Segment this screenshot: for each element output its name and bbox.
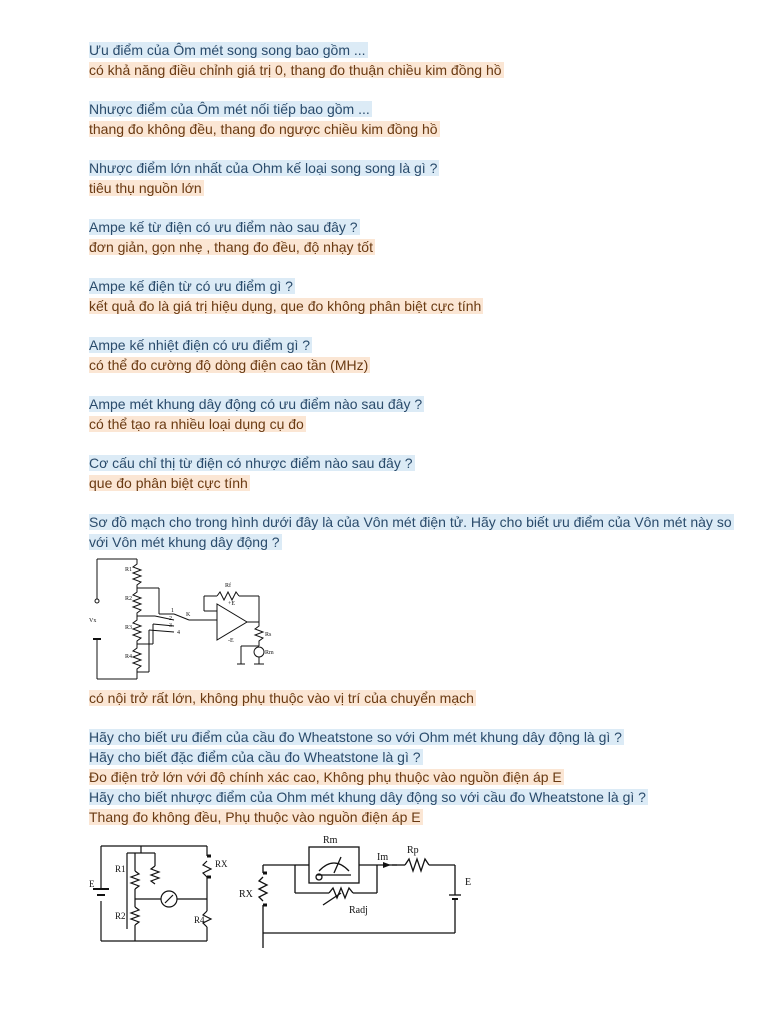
spacer xyxy=(89,80,739,99)
bridge-label-r4: R4 xyxy=(194,915,205,925)
label-r1: R1 xyxy=(125,567,133,573)
document xyxy=(89,40,739,958)
question-line xyxy=(89,40,739,60)
label-vx: Vx xyxy=(89,618,97,624)
answer-line xyxy=(89,296,739,316)
spacer xyxy=(89,434,739,453)
label-r4: R4 xyxy=(125,654,133,660)
ohm-label-rx: RX xyxy=(239,889,253,900)
question-line xyxy=(89,276,739,296)
question-text: Cơ cấu chỉ thị từ điện có nhược điểm nào sau đây ? xyxy=(89,455,413,471)
ohm-label-im: Im xyxy=(377,852,389,863)
question-line xyxy=(89,99,739,119)
ohm-label-radj: Radj xyxy=(349,905,368,916)
answer-line xyxy=(89,473,739,493)
spacer xyxy=(89,375,739,394)
answer-line xyxy=(89,178,739,198)
question-line xyxy=(89,453,739,473)
label-rf: Rf xyxy=(225,583,231,589)
wheatstone-a2: Thang đo không đều, Phụ thuộc vào nguồn điện áp E xyxy=(89,809,421,825)
wheatstone-q2: Hãy cho biết đặc điểm của cầu đo Wheatstone là gì ? xyxy=(89,749,421,765)
question-text: Ưu điểm của Ôm mét song song bao gồm ... xyxy=(89,42,366,58)
voltmeter-circuit-figure xyxy=(89,554,279,684)
figures-row xyxy=(89,833,739,958)
voltmeter-question: Sơ đồ mạch cho trong hình dưới đây là của Vôn mét điện tử. Hãy cho biết ưu điểm của Vôn mét này so với Vôn mét khung dây động ? xyxy=(89,514,732,550)
answer-text: que đo phân biệt cực tính xyxy=(89,475,248,491)
bridge-label-rx: RX xyxy=(215,859,228,869)
answer-text: tiêu thụ nguồn lớn xyxy=(89,180,202,196)
wheatstone-a1: Đo điện trở lớn với độ chính xác cao, Không phụ thuộc vào nguồn điện áp E xyxy=(89,769,562,785)
wheatstone-bridge-figure xyxy=(89,841,234,951)
answer-text: kết quả đo là giá trị hiệu dụng, que đo không phân biệt cực tính xyxy=(89,298,482,314)
label-rm: Rm xyxy=(265,650,274,656)
question-line xyxy=(89,335,739,355)
answer-line xyxy=(89,237,739,257)
question-text: Ampe kế điện từ có ưu điểm gì ? xyxy=(89,278,293,294)
answer-text: có khả năng điều chỉnh giá trị 0, thang đo thuận chiều kim đồng hồ xyxy=(89,62,502,78)
question-text: Nhược điểm lớn nhất của Ohm kế loại song song là gì ? xyxy=(89,160,438,176)
voltmeter-answer: có nội trở rất lớn, không phụ thuộc vào vị trí của chuyển mạch xyxy=(89,690,474,706)
spacer xyxy=(89,708,739,727)
question-line xyxy=(89,394,739,414)
label-r2: R2 xyxy=(125,596,133,602)
spacer xyxy=(89,493,739,512)
spacer xyxy=(89,139,739,158)
spacer xyxy=(89,198,739,217)
spacer xyxy=(89,257,739,276)
ohm-label-e: E xyxy=(465,877,472,888)
label-k: K xyxy=(186,612,191,618)
answer-text: thang đo không đều, thang đo ngược chiều kim đồng hồ xyxy=(89,121,438,137)
answer-line xyxy=(89,414,739,434)
bridge-label-e: E xyxy=(89,879,95,889)
answer-line xyxy=(89,355,739,375)
bridge-label-r1: R1 xyxy=(115,864,126,874)
answer-text: đơn giản, gọn nhẹ , thang đo đều, độ nhạy tốt xyxy=(89,239,373,255)
question-text: Ampe kế nhiệt điện có ưu điểm gì ? xyxy=(89,337,311,353)
wheatstone-q1: Hãy cho biết ưu điểm của cầu đo Wheatstone so với Ohm mét khung dây động là gì ? xyxy=(89,729,622,745)
label-rs: Rs xyxy=(265,632,272,638)
answer-line xyxy=(89,119,739,139)
label-minus-e: -E xyxy=(228,638,234,644)
label-n4: 4 xyxy=(177,630,180,636)
question-text: Ampe kế từ điện có ưu điểm nào sau đây ? xyxy=(89,219,358,235)
label-r3: R3 xyxy=(125,625,133,631)
question-line xyxy=(89,158,739,178)
question-text: Nhược điểm của Ôm mét nối tiếp bao gồm ... xyxy=(89,101,370,117)
question-line xyxy=(89,217,739,237)
label-plus-e: +E xyxy=(228,601,236,607)
answer-text: có thể tạo ra nhiều loại dụng cụ đo xyxy=(89,416,304,432)
spacer xyxy=(89,316,739,335)
label-n3: 3 xyxy=(169,623,172,629)
answer-line xyxy=(89,60,739,80)
label-n1: 1 xyxy=(171,608,174,614)
ohm-label-rm: Rm xyxy=(323,835,338,846)
bridge-label-r2: R2 xyxy=(115,911,126,921)
ohm-label-rp: Rp xyxy=(407,845,419,856)
question-text: Ampe mét khung dây động có ưu điểm nào sau đây ? xyxy=(89,396,423,412)
label-n2: 2 xyxy=(169,616,172,622)
wheatstone-q3: Hãy cho biết nhược điểm của Ohm mét khung dây động so với cầu đo Wheatstone là gì ? xyxy=(89,789,646,805)
ohmmeter-circuit-figure xyxy=(237,833,487,953)
answer-text: có thể đo cường độ dòng điện cao tần (MHz) xyxy=(89,357,369,373)
